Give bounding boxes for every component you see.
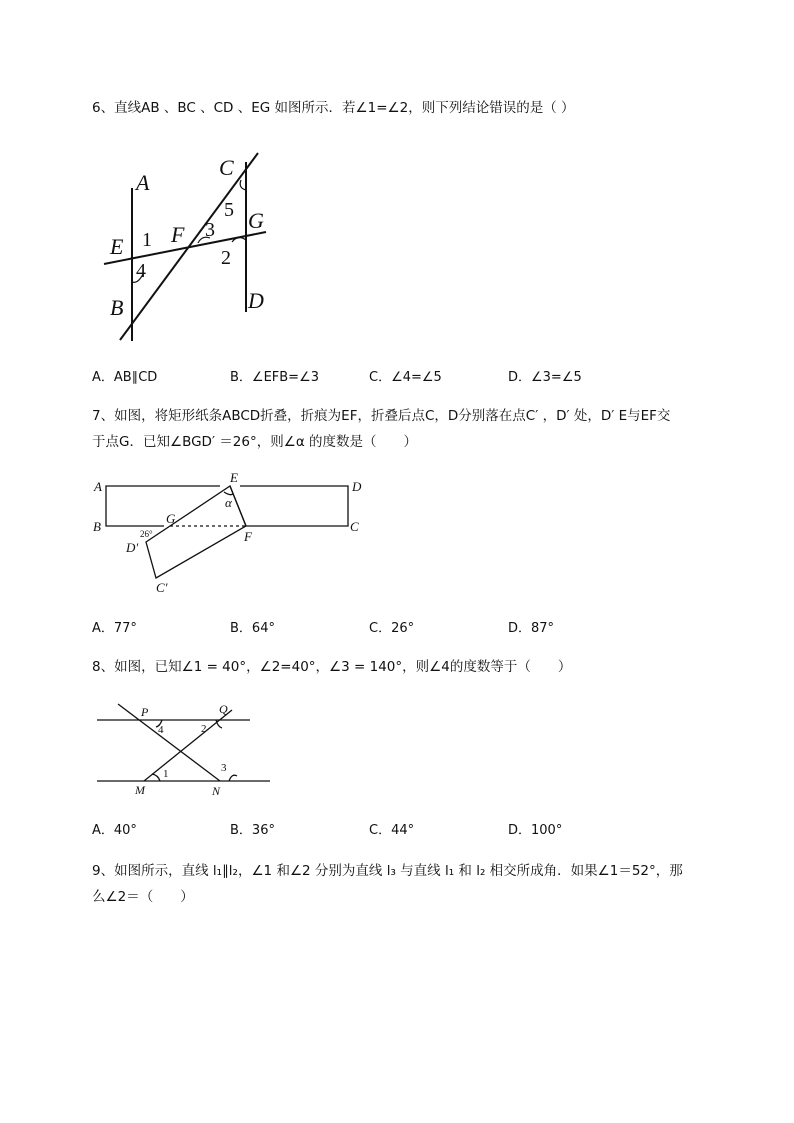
label-angle-1: 1: [142, 229, 152, 251]
label-d: D: [352, 479, 362, 494]
label-c-prime: C′: [156, 580, 168, 595]
choice-c[interactable]: C．∠4=∠5: [369, 370, 442, 385]
choice-c[interactable]: C．44°: [369, 823, 415, 838]
choice-b[interactable]: B．36°: [230, 823, 275, 838]
label-f: F: [171, 222, 185, 247]
choice-d[interactable]: D．87°: [508, 621, 555, 636]
question-9-stem-line2: 么∠2＝（ ）: [92, 889, 194, 905]
label-angle-4: 4: [158, 724, 164, 736]
label-angle-2: 2: [201, 723, 207, 735]
choice-d[interactable]: D．100°: [508, 823, 563, 838]
label-e: E: [110, 234, 124, 259]
label-f: F: [244, 529, 252, 544]
choice-a[interactable]: A．77°: [92, 621, 137, 636]
label-angle-3: 3: [221, 762, 227, 774]
label-b: B: [110, 295, 124, 320]
question-8-stem: 8、如图，已知∠1 = 40°，∠2=40°，∠3 = 140°，则∠4的度数等于（ ）: [92, 659, 572, 675]
choice-c[interactable]: C．26°: [369, 621, 415, 636]
label-p: P: [141, 705, 149, 719]
label-b: B: [93, 519, 101, 534]
label-d-prime: D′: [126, 540, 139, 555]
label-alpha: α: [225, 495, 232, 510]
question-7-stem-line1: 7、如图，将矩形纸条ABCD折叠，折痕为EF，折叠后点C，D分别落在点C′ ，D′ 处，D′ E与EF交: [92, 408, 671, 424]
question-9-stem-line1: 9、如图所示，直线 l₁∥l₂，∠1 和∠2 分别为直线 l₃ 与直线 l₁ 和 l₂ 相交所成角．如果∠1＝52°，那: [92, 863, 683, 879]
choice-a[interactable]: A．40°: [92, 823, 137, 838]
label-a: A: [94, 479, 102, 494]
label-angle-5: 5: [224, 199, 234, 221]
choice-b[interactable]: B．64°: [230, 621, 275, 636]
label-g: G: [166, 511, 176, 526]
question-7-choices: [92, 617, 712, 637]
label-q: Q: [219, 702, 228, 716]
choice-a[interactable]: A．AB∥CD: [92, 370, 158, 385]
choice-b[interactable]: B．∠EFB=∠3: [230, 370, 320, 385]
label-d: D: [248, 288, 264, 313]
label-angle-3: 3: [205, 219, 215, 241]
question-7-stem-line2: 于点G．已知∠BGD′ ＝26°，则∠α 的度数是（ ）: [92, 434, 418, 450]
question-6-figure: [98, 148, 288, 348]
question-6-choices: [92, 366, 712, 386]
label-c: C: [350, 519, 359, 534]
label-angle-2: 2: [221, 247, 231, 269]
label-a: A: [136, 170, 150, 195]
line-eg: [104, 232, 266, 264]
question-8-choices: [92, 819, 712, 839]
label-n: N: [212, 784, 221, 798]
label-angle-1: 1: [163, 768, 169, 780]
label-26-degrees: 26°: [140, 529, 153, 539]
label-g: G: [248, 208, 264, 233]
question-7-figure: [90, 470, 370, 600]
question-6-stem: 6、直线AB 、BC 、CD 、EG 如图所示．若∠1=∠2，则下列结论错误的是（ ）: [92, 100, 575, 116]
question-8-figure: [92, 696, 277, 801]
label-c: C: [219, 155, 234, 180]
label-m: M: [135, 783, 145, 797]
choice-d[interactable]: D．∠3=∠5: [508, 370, 582, 385]
label-e: E: [230, 470, 238, 485]
label-angle-4: 4: [136, 260, 146, 282]
